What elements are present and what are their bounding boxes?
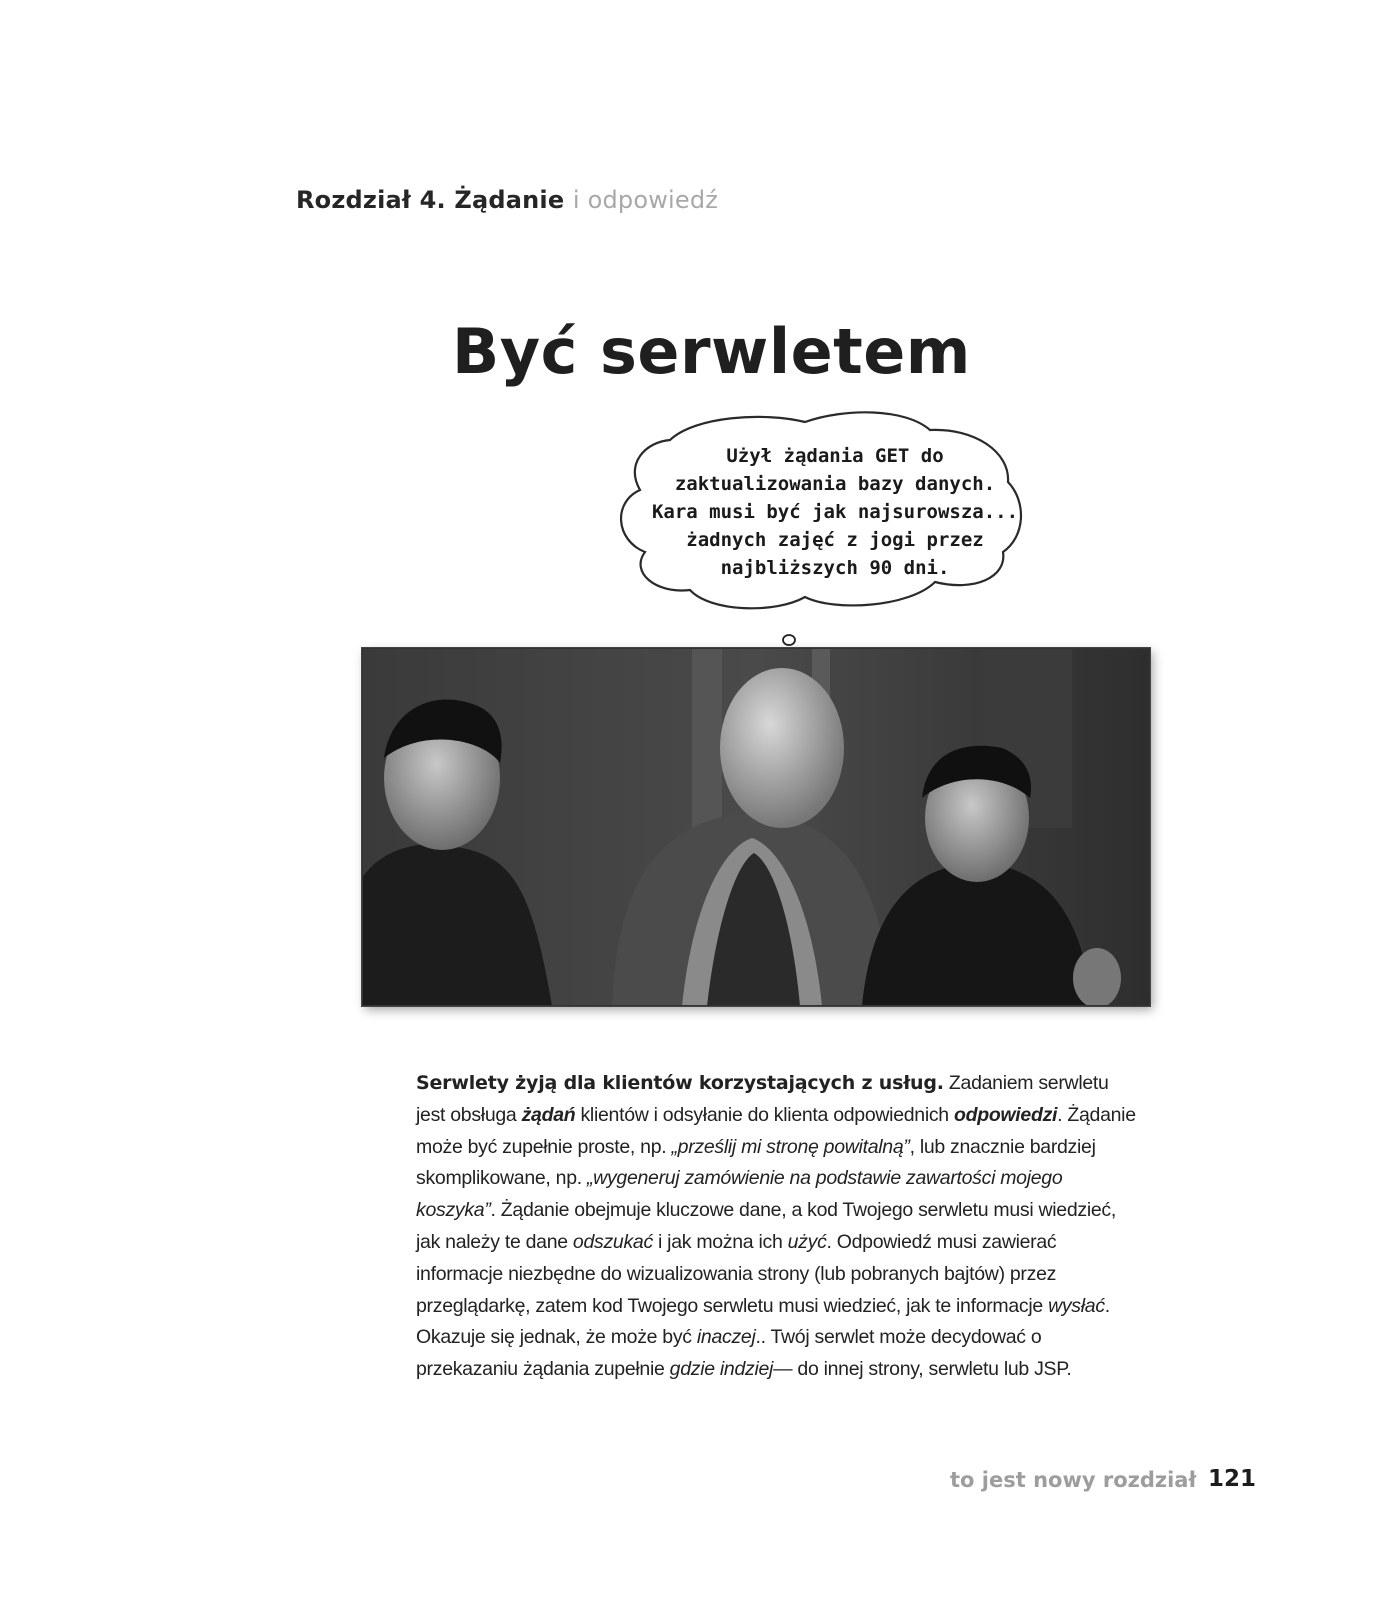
- emphasis-requests: żądań: [521, 1103, 576, 1126]
- body-text-segment: Zadaniem serwletu jest obsługa: [416, 1072, 1109, 1126]
- italic-send: wysłać: [1048, 1294, 1105, 1317]
- body-text-segment: . Żądanie obejmuje kluczowe dane, a kod Twojego serwletu musi wiedzieć, jak należy te dane: [416, 1199, 1116, 1253]
- footer-tagline: to jest nowy rozdział: [950, 1468, 1197, 1492]
- body-text-segment: . Żądanie może być zupełnie proste, np.: [416, 1103, 1136, 1158]
- quote-welcome-page: „prześlij mi stronę powitalną”: [671, 1135, 910, 1158]
- page-title: Być serwletem: [452, 315, 971, 388]
- thought-bubble: [615, 402, 1045, 622]
- italic-otherwise: inaczej: [696, 1326, 756, 1349]
- body-text-segment: i jak można ich: [652, 1230, 788, 1253]
- paragraph-lead: Serwlety żyją dla klientów korzystających z usług.: [416, 1072, 944, 1094]
- page-number: 121: [1208, 1466, 1257, 1492]
- body-text-segment: , lub znacznie bardziej skomplikowane, np.: [416, 1135, 1096, 1190]
- chapter-prefix: Rozdział 4. Żądanie: [296, 186, 565, 214]
- photo-image-icon: [362, 648, 1150, 1006]
- body-text-segment: — do innej strony, serwletu lub JSP.: [773, 1358, 1072, 1381]
- quote-order: „wygeneruj zamówienie na podstawie zawartości mojego koszyka”: [416, 1167, 1063, 1222]
- body-text-segment: . Odpowiedź musi zawierać informacje niezbędne do wizualizowania strony (lub pobranych bajtów) przez przeglądarkę, zatem kod Twojego serwletu musi wiedzieć, jak te informacje: [416, 1230, 1057, 1317]
- italic-find: odszukać: [572, 1230, 653, 1253]
- emphasis-responses: odpowiedzi: [953, 1103, 1058, 1126]
- body-text-segment: .. Twój serwlet może decydować o przekazaniu żądania zupełnie: [416, 1326, 1042, 1381]
- chapter-header: [296, 186, 718, 214]
- body-text-segment: . Okazuje się jednak, że może być: [416, 1294, 1110, 1349]
- monks-photo: [362, 648, 1150, 1006]
- italic-elsewhere: gdzie indziej: [669, 1358, 774, 1381]
- chapter-suffix: i odpowiedź: [572, 186, 719, 214]
- body-paragraph: [416, 1068, 1141, 1386]
- thought-bubble-text: Użył żądania GET do zaktualizowania bazy danych. Kara musi być jak najsurowsza... żadnych zajęć z jogi przez najbliższych 90 dni.: [651, 445, 1019, 579]
- italic-use: użyć: [787, 1230, 827, 1253]
- body-text-segment: klientów i odsyłanie do klienta odpowiednich: [575, 1103, 954, 1126]
